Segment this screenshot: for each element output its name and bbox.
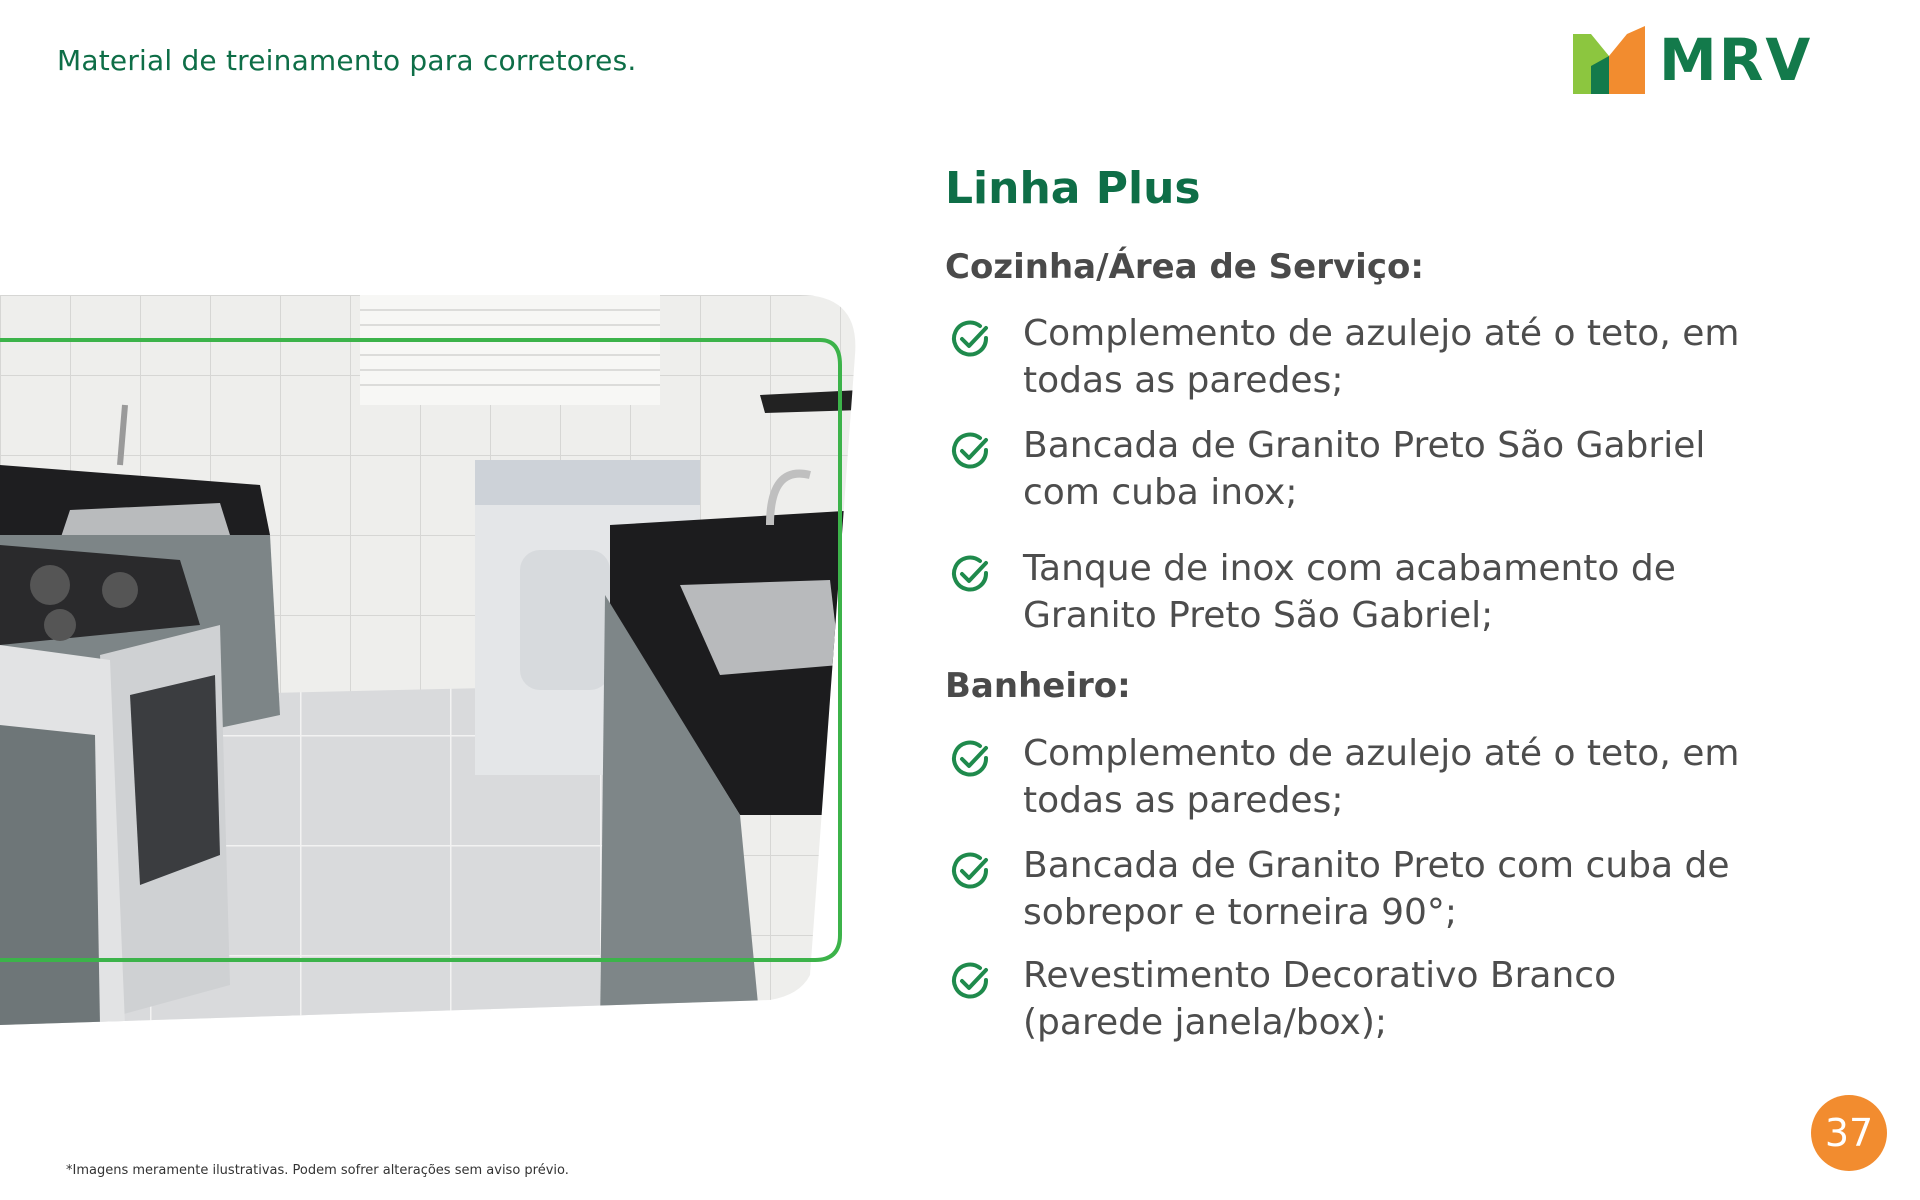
item-text: Bancada de Granito Preto com cuba de sobrepor e torneira 90°; [1023, 845, 1730, 933]
mrv-logo [1573, 26, 1813, 96]
item-text: Revestimento Decorativo Branco (parede janela/box); [1023, 955, 1617, 1043]
disclaimer-footnote: *Imagens meramente ilustrativas. Podem sofrer alterações sem aviso prévio. [66, 1163, 569, 1178]
mrv-wordmark: MRV [1659, 26, 1813, 94]
kitchen-laundry-illustration [0, 295, 860, 1025]
list-item [945, 952, 1745, 1048]
item-text: Complemento de azulejo até o teto, em todas as paredes; [1023, 313, 1740, 401]
list-item [945, 310, 1745, 406]
item-text: Complemento de azulejo até o teto, em todas as paredes; [1023, 733, 1740, 821]
list-item [945, 422, 1745, 518]
item-text: Bancada de Granito Preto São Gabriel com cuba inox; [1023, 425, 1706, 513]
list-item [945, 730, 1745, 826]
training-material-label: Material de treinamento para corretores. [57, 44, 637, 77]
page-number-badge: 37 [1811, 1095, 1887, 1171]
mrv-logo-mark [1573, 26, 1645, 94]
check-circle-icon [950, 738, 992, 780]
check-circle-icon [950, 960, 992, 1002]
check-circle-icon [950, 553, 992, 595]
item-text: Tanque de inox com acabamento de Granito Preto São Gabriel; [1023, 548, 1676, 636]
check-circle-icon [950, 430, 992, 472]
section-title: Linha Plus [945, 163, 1201, 214]
kitchen-laundry-heading: Cozinha/Área de Serviço: [945, 247, 1424, 287]
check-circle-icon [950, 850, 992, 892]
bathroom-heading: Banheiro: [945, 666, 1131, 706]
list-item [945, 842, 1745, 938]
check-circle-icon [950, 318, 992, 360]
features-panel [945, 160, 1745, 1043]
list-item [945, 545, 1745, 641]
